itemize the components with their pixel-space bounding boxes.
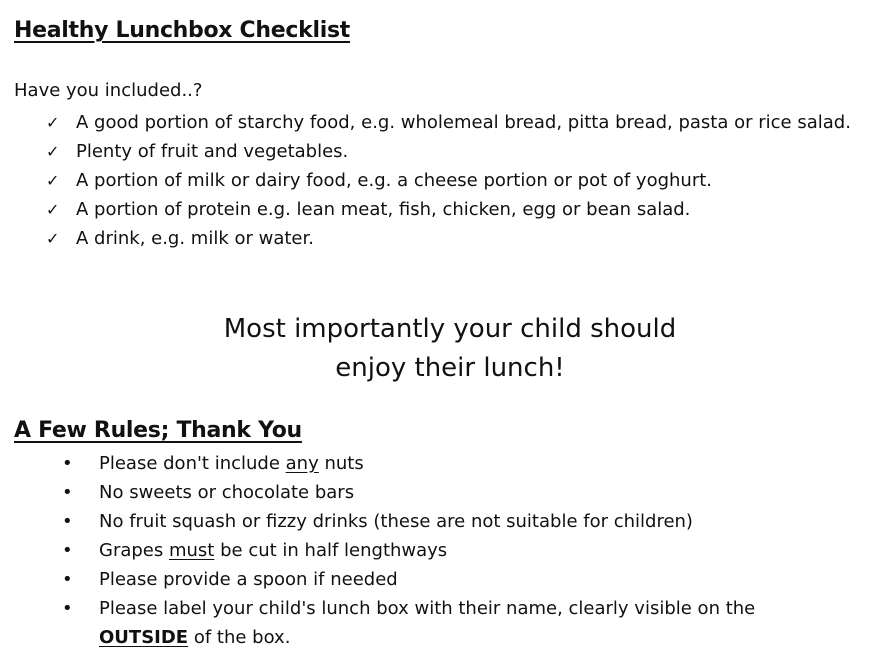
rule-item bbox=[0, 536, 819, 565]
checklist-item-text: A good portion of starchy food, e.g. wholemeal bread, pitta bread, pasta or rice salad. bbox=[76, 112, 851, 133]
bullet-icon: • bbox=[62, 482, 73, 503]
callout-message bbox=[0, 310, 872, 388]
checklist-intro: Have you included..? bbox=[14, 80, 203, 101]
rule-item bbox=[0, 507, 819, 536]
rule-text: No fruit squash or fizzy drinks (these are not suitable for children) bbox=[99, 511, 693, 532]
rule-text-before: Grapes bbox=[99, 540, 169, 561]
rules-list bbox=[0, 449, 819, 652]
rule-emphasis: must bbox=[168, 540, 215, 561]
bullet-icon: • bbox=[62, 511, 73, 532]
rule-text-after: of the box. bbox=[188, 627, 291, 648]
check-mark-icon: ✓ bbox=[46, 200, 60, 219]
checklist-item-text: Plenty of fruit and vegetables. bbox=[76, 141, 349, 162]
rule-item bbox=[0, 449, 819, 478]
checklist-item-text: A drink, e.g. milk or water. bbox=[76, 228, 314, 249]
rule-item bbox=[0, 478, 819, 507]
rule-item bbox=[0, 594, 819, 652]
checklist-title: Healthy Lunchbox Checklist bbox=[14, 18, 350, 43]
check-mark-icon: ✓ bbox=[46, 113, 60, 132]
rule-text-before: Please don't include bbox=[99, 453, 286, 474]
bullet-icon: • bbox=[62, 569, 73, 590]
bullet-icon: • bbox=[62, 540, 73, 561]
callout-line-2: enjoy their lunch! bbox=[335, 353, 565, 383]
rule-text: No sweets or chocolate bars bbox=[99, 482, 355, 503]
bullet-icon: • bbox=[62, 453, 73, 474]
checklist-item bbox=[0, 166, 856, 195]
bullet-icon: • bbox=[62, 598, 73, 619]
checklist-item bbox=[0, 195, 856, 224]
checklist-item bbox=[0, 108, 856, 137]
check-mark-icon: ✓ bbox=[46, 142, 60, 161]
rules-title: A Few Rules; Thank You bbox=[14, 418, 302, 443]
rule-text: Please provide a spoon if needed bbox=[99, 569, 398, 590]
checklist-item-text: A portion of protein e.g. lean meat, fish, chicken, egg or bean salad. bbox=[76, 199, 691, 220]
checklist-item bbox=[0, 137, 856, 166]
rule-emphasis: any bbox=[285, 453, 319, 474]
rule-text-after: be cut in half lengthways bbox=[214, 540, 448, 561]
checklist-item-text: A portion of milk or dairy food, e.g. a cheese portion or pot of yoghurt. bbox=[76, 170, 713, 191]
rule-text-before: Please label your child's lunch box with their name, clearly visible on the bbox=[99, 598, 756, 619]
checklist bbox=[0, 108, 856, 253]
checklist-item bbox=[0, 224, 856, 253]
rule-emphasis: OUTSIDE bbox=[99, 627, 189, 648]
check-mark-icon: ✓ bbox=[46, 229, 60, 248]
rule-item bbox=[0, 565, 819, 594]
rule-text-after: nuts bbox=[318, 453, 364, 474]
check-mark-icon: ✓ bbox=[46, 171, 60, 190]
callout-line-1: Most importantly your child should bbox=[223, 314, 677, 344]
